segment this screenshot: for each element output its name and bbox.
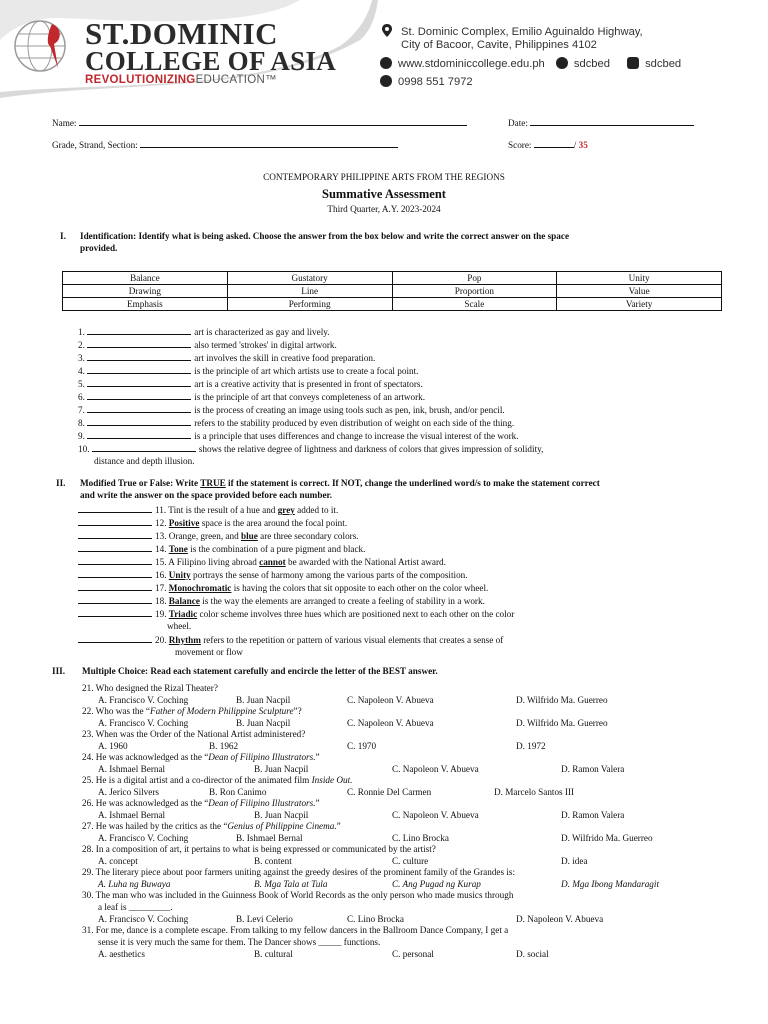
question-italic: Father of Modern Philippine Sculpture [149,706,294,716]
underlined-word: Triadic [168,609,198,619]
question-22 [82,706,302,716]
list-item [78,556,446,567]
option-b[interactable]: B. 1962 [209,741,239,751]
part2-instructions [80,478,600,488]
item-text: refers to the repetition or pattern of various visual elements that creates a sense of [200,635,504,645]
word-bank-cell: Performing [227,298,392,311]
item-text: shows the relative degree of lightness and darkness of colors that gives impression of solidity, [198,444,544,454]
item-text: refers to the stability produced by even distribution of weight on each side of the thing. [194,418,515,428]
option-a[interactable]: A. 1960 [98,741,128,751]
question-26 [82,798,320,808]
tagline [85,74,277,86]
website-link[interactable]: www.stdominiccollege.edu.ph [398,58,545,70]
date-label: Date: [508,118,528,128]
item-number: 18. [155,596,167,606]
score-total: 35 [578,140,588,150]
item-number: 1. [78,327,85,337]
list-item [78,569,468,580]
question-text: 26. He was acknowledged as the “ [82,798,209,808]
underlined-word: grey [277,505,295,515]
option-a[interactable]: A. Francisco V. Coching [98,833,189,843]
question-text: 22. Who was the “ [82,706,150,716]
item-10-continuation: distance and depth illusion. [94,456,195,466]
item-text: is the principle of art which artists use to create a focal point. [194,366,419,376]
option-a[interactable]: A. concept [98,856,138,866]
item-text: is the way the elements are arranged to create a feeling of stability in a work. [199,596,485,606]
option-d[interactable]: D. idea [561,856,588,866]
list-item [78,530,359,541]
question-text: 25. He is a digital artist and a co-director of the animated film [82,775,312,785]
answer-blank[interactable] [87,339,191,348]
web-social-row [380,57,681,70]
item-text: added to it. [294,505,339,515]
question-text: ” [336,821,341,831]
item-number: 20. [155,635,167,645]
part3-numeral: III. [52,666,66,676]
item-number: 2. [78,340,85,350]
item-number: 6. [78,392,85,402]
option-d[interactable]: D. Napoleon V. Abueva [516,914,604,924]
option-c[interactable]: C. Napoleon V. Abueva [392,764,479,774]
answer-blank[interactable] [78,634,152,643]
grade-field [52,138,398,150]
item-number: 19. [155,609,167,619]
option-d[interactable]: D. Ramon Valera [561,764,625,774]
answer-blank[interactable] [87,326,191,335]
option-d[interactable]: D. Wilfrido Ma. Guerreo [516,695,608,705]
item-20-continuation: movement or flow [175,647,243,657]
globe-icon [380,57,392,69]
item-text: art is characterized as gay and lively. [194,327,330,337]
option-c[interactable]: C. Ronnie Del Carmen [347,787,432,797]
answer-blank[interactable] [78,582,152,591]
word-bank-cell: Variety [557,298,722,311]
option-c[interactable]: C. culture [392,856,429,866]
address-row [382,24,643,38]
option-c[interactable]: C. Napoleon V. Abueva [392,810,479,820]
answer-blank[interactable] [87,352,191,361]
list-item [78,634,503,645]
item-number: 7. [78,405,85,415]
underlined-word: Unity [168,570,191,580]
option-d[interactable]: D. Ramon Valera [561,810,625,820]
list-item [78,595,485,606]
tagline-gray: EDUCATION™ [195,74,277,86]
list-item [78,404,505,415]
letterhead [0,0,768,108]
part1-numeral: I. [60,231,66,241]
option-b[interactable]: B. Juan Nacpil [254,810,309,820]
answer-blank[interactable] [78,530,152,539]
word-bank-table [62,271,722,311]
item-number: 5. [78,379,85,389]
answer-blank[interactable] [78,556,152,565]
option-b[interactable]: B. Mga Tala at Tula [254,879,328,889]
answer-blank[interactable] [87,365,191,374]
item-number: 14. [155,544,167,554]
date-blank[interactable] [530,116,694,126]
item-text: portrays the sense of harmony among the various parts of the composition. [190,570,468,580]
word-bank-row [63,272,722,285]
option-d[interactable]: D. Wilfrido Ma. Guerreo [561,833,653,843]
item-text: color scheme involves three hues which are positioned next to each other on the color [197,609,515,619]
item-number: 8. [78,418,85,428]
list-item [78,352,375,363]
list-item [78,365,418,376]
item-text: A Filipino living abroad [166,557,260,567]
instr-text: Modified True or False: Write [80,478,201,488]
subject-title: CONTEMPORARY PHILIPPINE ARTS FROM THE REGIONS [263,172,505,182]
item-text: also termed 'strokes' in digital artwork. [194,340,337,350]
option-d[interactable]: D. social [516,949,549,959]
brand-name-line2: COLLEGE OF ASIA [85,46,337,76]
answer-blank[interactable] [92,443,196,452]
phone-number: 0998 551 7972 [398,76,473,88]
option-b[interactable]: B. cultural [254,949,293,959]
question-31-continuation: sense it is very much the same for them. The Dancer shows _____ functions. [98,937,381,947]
part3-instructions: Multiple Choice: Read each statement carefully and encircle the letter of the BEST answer. [82,666,438,676]
item-text: is the principle of art that conveys completeness of an artwork. [194,392,426,402]
answer-blank[interactable] [87,417,191,426]
part2-instructions-cont: and write the answer on the space provided before each number. [80,490,333,500]
word-bank-cell: Proportion [392,285,557,298]
word-bank-cell: Value [557,285,722,298]
option-d[interactable]: D. Marcelo Santos III [494,787,575,797]
item-text: Tint is the result of a hue and [166,505,278,515]
part1-instructions-cont: provided. [80,243,118,253]
item-number: 17. [155,583,167,593]
part2-numeral: II. [56,478,66,488]
item-text: is the combination of a pure pigment and black. [187,544,366,554]
question-italic: Genius of Philippine Cinema. [227,821,337,831]
option-c[interactable]: C. 1970 [347,741,377,751]
option-a[interactable]: A. Luha ng Buwaya [98,879,171,889]
item-text: is a principle that uses differences and change to increase the visual interest of the work. [194,431,519,441]
name-blank[interactable] [79,116,467,126]
score-blank[interactable] [534,138,574,148]
item-number: 4. [78,366,85,376]
question-text: 24. He was acknowledged as the “ [82,752,209,762]
word-bank-row [63,298,722,311]
list-item [78,339,337,350]
option-a[interactable]: A. Jerico Silvers [98,787,159,797]
option-c[interactable]: C. personal [392,949,434,959]
option-b[interactable]: B. Juan Nacpil [236,695,291,705]
question-italic: Dean of Filipino Illustrators. [208,798,316,808]
question-29: 29. The literary piece about poor farmers uniting against the greedy desires of the prominent family of the Grandes is: [82,867,516,877]
item-number: 13. [155,531,167,541]
answer-blank[interactable] [78,504,152,513]
score-label: Score: [508,140,532,150]
option-c[interactable]: C. Napoleon V. Abueva [347,695,434,705]
question-italic: Inside Out. [311,775,353,785]
option-c[interactable]: C. Lino Brocka [347,914,404,924]
answer-blank[interactable] [78,543,152,552]
word-bank-row [63,285,722,298]
answer-blank[interactable] [78,569,152,578]
question-23: 23. When was the Order of the National Artist administered? [82,729,306,739]
item-text: is having the colors that sit opposite to each other on the color wheel. [231,583,489,593]
address-line1: St. Dominic Complex, Emilio Aguinaldo Highway, [401,26,643,38]
part1-instructions: Identification: Identify what is being asked. Choose the answer from the box below and write the correct answer on the space [80,231,570,241]
question-30-continuation: a leaf is _________. [98,902,173,912]
option-b[interactable]: B. Juan Nacpil [254,764,309,774]
underlined-word: Monochromatic [168,583,232,593]
word-bank-cell: Line [227,285,392,298]
answer-blank[interactable] [87,391,191,400]
underlined-word: Positive [168,518,200,528]
question-text: ” [315,752,320,762]
instr-true: TRUE [200,478,226,488]
list-item [78,378,423,389]
item-text: art involves the skill in creative food preparation. [194,353,376,363]
list-item [78,326,330,337]
answer-blank[interactable] [78,517,152,526]
facebook-icon[interactable] [556,57,568,69]
option-b[interactable]: B. Ishmael Bernal [236,833,303,843]
word-bank-cell: Scale [392,298,557,311]
word-bank-cell: Emphasis [63,298,228,311]
option-c[interactable]: C. Ang Pugad ng Kurap [392,879,481,889]
option-d[interactable]: D. Wilfrido Ma. Guerreo [516,718,608,728]
option-d[interactable]: D. 1972 [516,741,546,751]
answer-blank[interactable] [78,608,152,617]
word-bank-cell: Drawing [63,285,228,298]
item-number: 11. [155,505,167,515]
globe-logo-icon [12,18,68,74]
assessment-title: Summative Assessment [322,187,446,201]
question-28: 28. In a composition of art, it pertains to what is being expressed or communicated by the artist? [82,844,436,854]
option-b[interactable]: B. Levi Celerio [236,914,293,924]
item-text: art is a creative activity that is presented in front of spectators. [194,379,423,389]
word-bank-cell: Balance [63,272,228,285]
list-item [78,443,543,454]
option-b[interactable]: B. Ron Canimo [209,787,267,797]
word-bank-cell: Unity [557,272,722,285]
item-number: 15. [155,557,167,567]
list-item [78,430,519,441]
list-item [78,417,514,428]
instagram-icon[interactable] [627,57,639,69]
list-item [78,582,488,593]
name-label: Name: [52,118,77,128]
tagline-red: REVOLUTIONIZING [85,74,196,86]
answer-blank[interactable] [87,378,191,387]
phone-icon [380,75,392,87]
list-item [78,608,514,619]
answer-blank[interactable] [87,430,191,439]
item-number: 10. [78,444,90,454]
option-a[interactable]: A. Ishmael Bernal [98,764,166,774]
date-field [508,116,694,128]
item-19-continuation: wheel. [167,621,192,631]
question-30: 30. The man who was included in the Guinness Book of World Records as the only person who made musics through [82,890,514,900]
question-25 [82,775,352,785]
item-text: is the process of creating an image using tools such as pen, ink, brush, and/or pencil. [194,405,505,415]
name-field [52,116,467,128]
item-number: 3. [78,353,85,363]
grade-blank[interactable] [140,138,398,148]
item-text: space is the area around the focal point. [199,518,348,528]
question-text: ”? [293,706,302,716]
option-b[interactable]: B. Juan Nacpil [236,718,291,728]
brand-name-line1: ST.DOMINIC [85,16,279,51]
option-c[interactable]: C. Lino Brocka [392,833,449,843]
instagram-handle[interactable]: sdcbed [645,58,682,70]
option-a[interactable]: A. Francisco V. Coching [98,695,189,705]
answer-blank[interactable] [87,404,191,413]
answer-blank[interactable] [78,595,152,604]
option-b[interactable]: B. content [254,856,292,866]
question-31: 31. For me, dance is a complete escape. From talking to my fellow dancers in the Ballroom Dance Company, I get a [82,925,509,935]
underlined-word: Tone [168,544,188,554]
underlined-word: Balance [168,596,200,606]
option-a[interactable]: A. Francisco V. Coching [98,718,189,728]
list-item [78,504,338,515]
item-number: 12. [155,518,167,528]
option-a[interactable]: A. aesthetics [98,949,145,959]
underlined-word: Rhythm [168,635,201,645]
item-text: Orange, green, and [166,531,241,541]
score-separator: / [573,140,577,150]
instr-text: if the statement is correct. If NOT, change the underlined word/s to make the statement correct [225,478,600,488]
item-text: be awarded with the National Artist award. [285,557,446,567]
word-bank-cell: Gustatory [227,272,392,285]
item-number: 16. [155,570,167,580]
question-21: 21. Who designed the Rizal Theater? [82,683,218,693]
question-24 [82,752,320,762]
list-item [78,517,347,528]
underlined-word: blue [240,531,258,541]
question-27 [82,821,341,831]
list-item [78,391,425,402]
phone-row [380,75,473,88]
item-number: 9. [78,431,85,441]
grade-label: Grade, Strand, Section: [52,140,138,150]
location-pin-icon [382,24,392,37]
score-field [508,138,588,150]
facebook-handle[interactable]: sdcbed [573,58,610,70]
address-line2: City of Bacoor, Cavite, Philippines 4102 [401,39,597,51]
list-item [78,543,365,554]
term-label: Third Quarter, A.Y. 2023-2024 [327,204,441,214]
option-c[interactable]: C. Napoleon V. Abueva [347,718,434,728]
option-a[interactable]: A. Ishmael Bernal [98,810,166,820]
question-italic: Dean of Filipino Illustrators. [208,752,316,762]
word-bank-cell: Pop [392,272,557,285]
underlined-word: cannot [259,557,286,567]
item-text: are three secondary colors. [257,531,359,541]
question-text: ” [315,798,320,808]
question-text: 27. He was hailed by the critics as the “ [82,821,228,831]
option-d[interactable]: D. Mga Ibong Mandaragit [561,879,659,889]
option-a[interactable]: A. Francisco V. Coching [98,914,189,924]
